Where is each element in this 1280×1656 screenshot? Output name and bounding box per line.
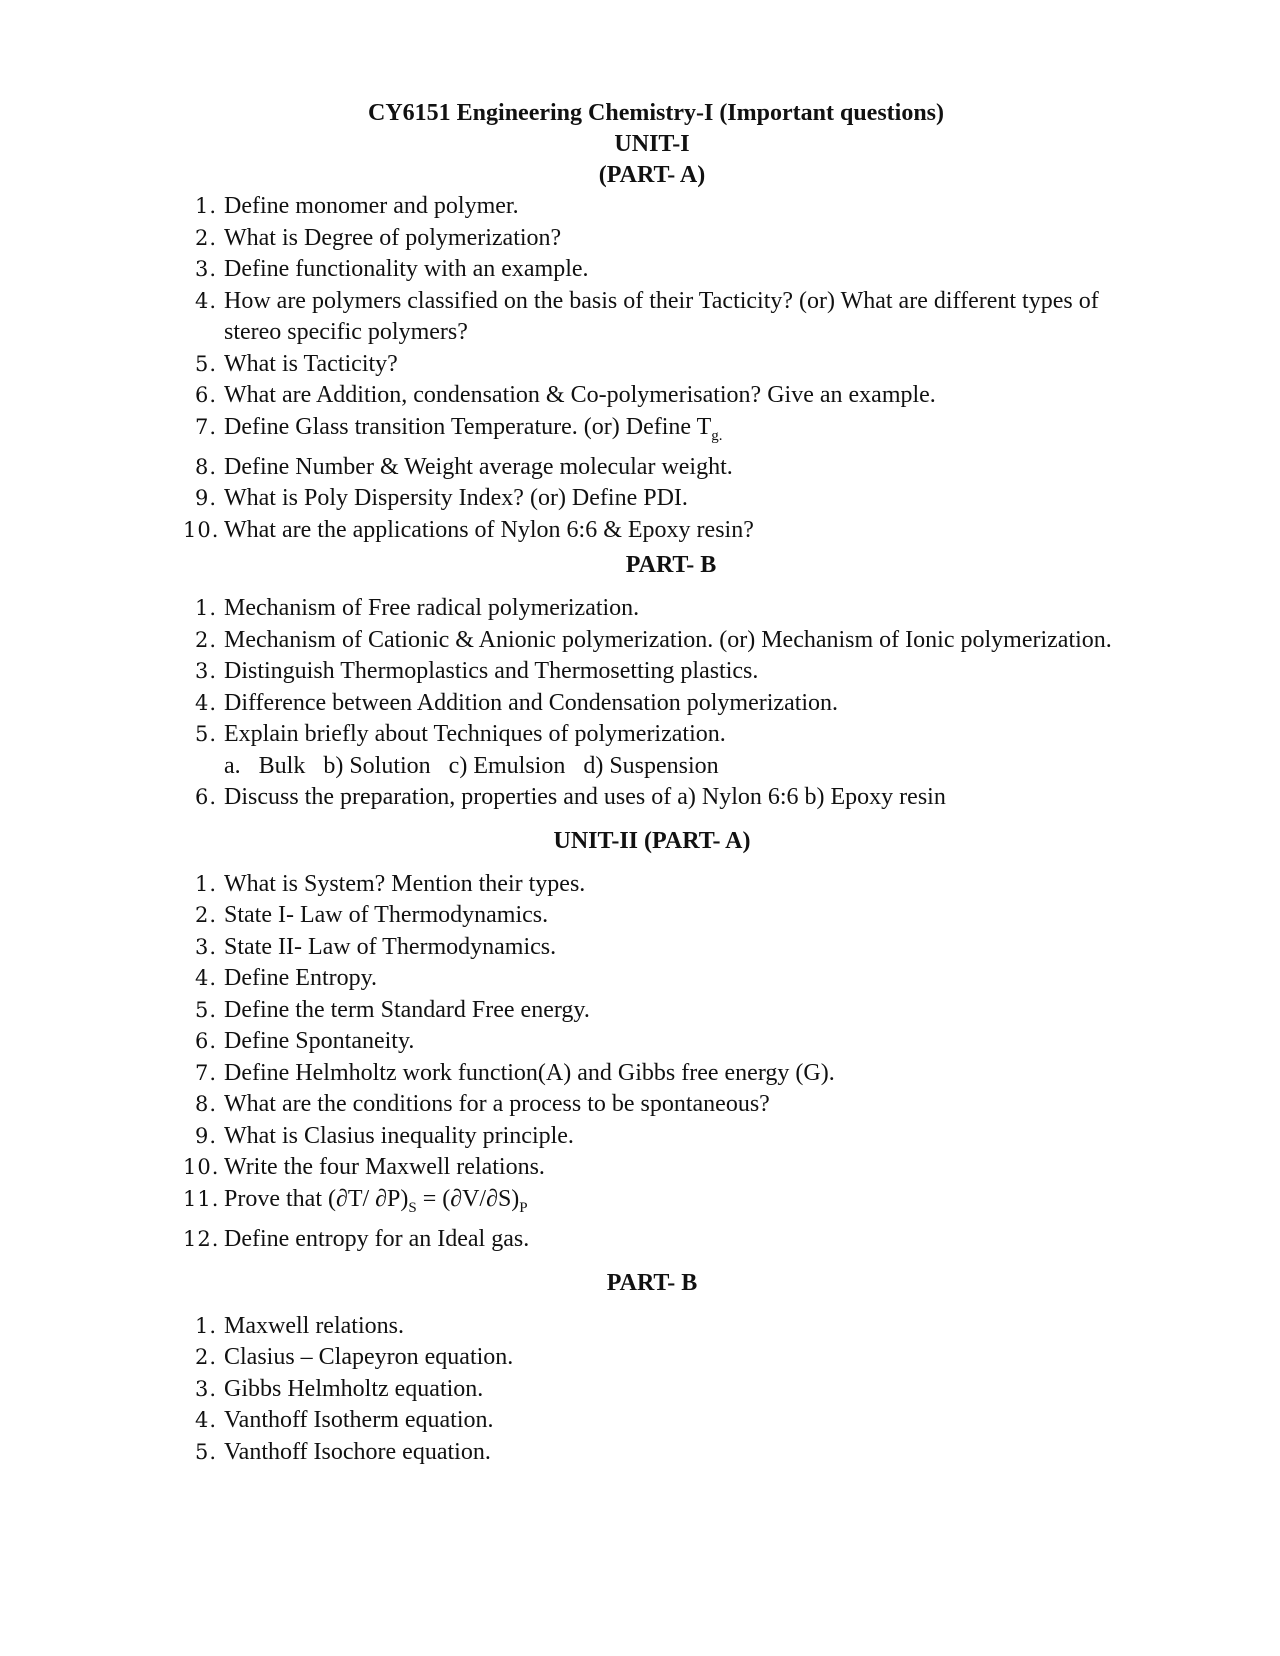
list-item (183, 625, 1121, 657)
item-number: 9. (194, 486, 217, 511)
subscript-s: S (408, 1199, 417, 1216)
item-number: 10. (183, 1155, 220, 1180)
item-text: Explain briefly about Techniques of polymerization. (224, 721, 726, 748)
item-text: What is Degree of polymerization? (224, 224, 562, 251)
item-text: Mechanism of Cationic & Anionic polymerization. (or) Mechanism of Ionic polymerization. (224, 626, 1112, 653)
item-number: 1. (194, 1313, 217, 1338)
item-number: 4. (194, 690, 217, 715)
unit1-partA-heading: (PART- A) (598, 162, 706, 188)
list-item (183, 900, 1121, 932)
list-item (183, 593, 1121, 625)
item-text-main: Define Glass transition Temperature. (or) Define T (224, 413, 712, 440)
item-number: 3. (194, 1376, 217, 1401)
item-number: 1. (194, 194, 217, 218)
item-text: Mechanism of Free radical polymerization. (224, 595, 640, 622)
list-item (183, 869, 1121, 901)
unit2-partB-heading: PART- B (606, 1269, 698, 1296)
item-number: 2. (194, 903, 217, 928)
item-text: Write the four Maxwell relations. (224, 1154, 545, 1181)
item-number: 8. (194, 454, 217, 479)
list-item (183, 515, 1121, 547)
item-text: Define monomer and polymer. (224, 193, 519, 219)
unit1-heading: UNIT-I (614, 131, 690, 157)
item-number: 1. (194, 871, 217, 896)
item-text: State II- Law of Thermodynamics. (224, 933, 557, 960)
list-item (183, 1342, 1121, 1374)
list-item (183, 1121, 1121, 1153)
technique-options: a. Bulk b) Solution c) Emulsion d) Suspension (224, 752, 719, 779)
item-number: 8. (194, 1092, 217, 1117)
list-item (183, 223, 1121, 255)
item-text: Define Entropy. (224, 965, 378, 992)
item-number: 2. (194, 627, 217, 652)
item-text: Define functionality with an example. (224, 256, 589, 282)
item-number: 2. (194, 225, 217, 250)
item-text (224, 412, 1121, 452)
item-number: 5. (194, 1439, 217, 1464)
list-item (183, 412, 1121, 452)
item-number: 6. (194, 1029, 217, 1054)
item-number: 2. (194, 1345, 217, 1370)
list-item (183, 1152, 1121, 1184)
item-text: What is Poly Dispersity Index? (or) Define PDI. (224, 485, 688, 512)
item-number: 7. (194, 1060, 217, 1085)
item-number: 5. (194, 997, 217, 1022)
unit2-partB-list (183, 1311, 1121, 1469)
item-number: 6. (194, 383, 217, 407)
item-text: What are the applications of Nylon 6:6 & Epoxy resin? (224, 516, 754, 543)
list-item (183, 1437, 1121, 1469)
item-text: Define Number & Weight average molecular weight. (224, 453, 733, 480)
list-item (183, 286, 1121, 349)
list-item (183, 1374, 1121, 1406)
item-text: Gibbs Helmholtz equation. (224, 1375, 484, 1402)
item-text: Maxwell relations. (224, 1312, 404, 1339)
list-item (183, 1311, 1121, 1343)
unit1-partB-heading: PART- B (625, 552, 717, 579)
list-item (183, 483, 1121, 515)
subscript: g. (711, 427, 723, 444)
item-number: 4. (194, 1408, 217, 1433)
list-item (183, 1026, 1121, 1058)
item-text: What is Tacticity? (224, 350, 398, 377)
subscript-p: P (519, 1199, 528, 1216)
item-number: 11. (183, 1186, 220, 1211)
list-item (183, 1224, 1121, 1256)
item-number: 3. (194, 934, 217, 959)
list-item (183, 254, 1121, 286)
item-text: What are Addition, condensation & Co-polymerisation? Give an example. (224, 382, 936, 408)
item-number: 10. (183, 517, 220, 542)
item-text (224, 1184, 1121, 1224)
item-number: 5. (194, 351, 217, 376)
unit1-partB-list-continued (183, 782, 1121, 814)
list-item (183, 1058, 1121, 1090)
unit2-partA-list (183, 869, 1121, 1256)
item-text: Vanthoff Isotherm equation. (224, 1407, 494, 1434)
item-number: 4. (194, 288, 217, 313)
item-text: State I- Law of Thermodynamics. (224, 902, 549, 929)
item-number: 5. (194, 722, 217, 747)
item-text: What is System? Mention their types. (224, 870, 586, 897)
item-text: Vanthoff Isochore equation. (224, 1438, 491, 1465)
list-item (183, 963, 1121, 995)
equation-part-b: = (∂V/∂S) (416, 1185, 520, 1212)
item-number: 9. (194, 1123, 217, 1148)
list-item (183, 688, 1121, 720)
item-text: What is Clasius inequality principle. (224, 1122, 574, 1149)
list-item (183, 1089, 1121, 1121)
item-number: 6. (194, 785, 217, 810)
item-number: 12. (183, 1227, 220, 1252)
list-item (183, 452, 1121, 484)
unit1-partA-list (183, 191, 1121, 546)
item-text: Define Spontaneity. (224, 1028, 415, 1055)
item-number: 3. (194, 659, 217, 684)
list-item (183, 1184, 1121, 1224)
item-text: Define entropy for an Ideal gas. (224, 1226, 530, 1253)
item-text: Define Helmholtz work function(A) and Gibbs free energy (G). (224, 1059, 835, 1086)
item-text: Difference between Addition and Condensation polymerization. (224, 689, 839, 716)
item-number: 3. (194, 257, 217, 281)
list-item (183, 1405, 1121, 1437)
item-text: How are polymers classified on the basis of their Tacticity? (or) What are different types of stereo specific polymers? (224, 287, 1099, 345)
item-number: 4. (194, 966, 217, 991)
list-item (183, 656, 1121, 688)
item-number: 1. (194, 596, 217, 621)
list-item (183, 995, 1121, 1027)
equation-part-a: Prove that (∂T/ ∂P) (224, 1185, 409, 1212)
item-number: 7. (194, 414, 217, 439)
unit2-heading: UNIT-II (PART- A) (553, 827, 751, 854)
item-text: Clasius – Clapeyron equation. (224, 1344, 514, 1371)
list-item (183, 380, 1121, 412)
item-text: What are the conditions for a process to be spontaneous? (224, 1091, 770, 1118)
list-item (183, 782, 1121, 814)
unit1-partB-list (183, 593, 1121, 751)
list-item (183, 191, 1121, 223)
document-content (183, 98, 1121, 1468)
item-text: Distinguish Thermoplastics and Thermosetting plastics. (224, 658, 759, 685)
list-item (183, 719, 1121, 751)
document-title: CY6151 Engineering Chemistry-I (Important questions) (368, 100, 944, 126)
list-item (183, 932, 1121, 964)
list-item (183, 349, 1121, 381)
item-text: Discuss the preparation, properties and uses of a) Nylon 6:6 b) Epoxy resin (224, 784, 946, 811)
item-text: Define the term Standard Free energy. (224, 996, 590, 1023)
